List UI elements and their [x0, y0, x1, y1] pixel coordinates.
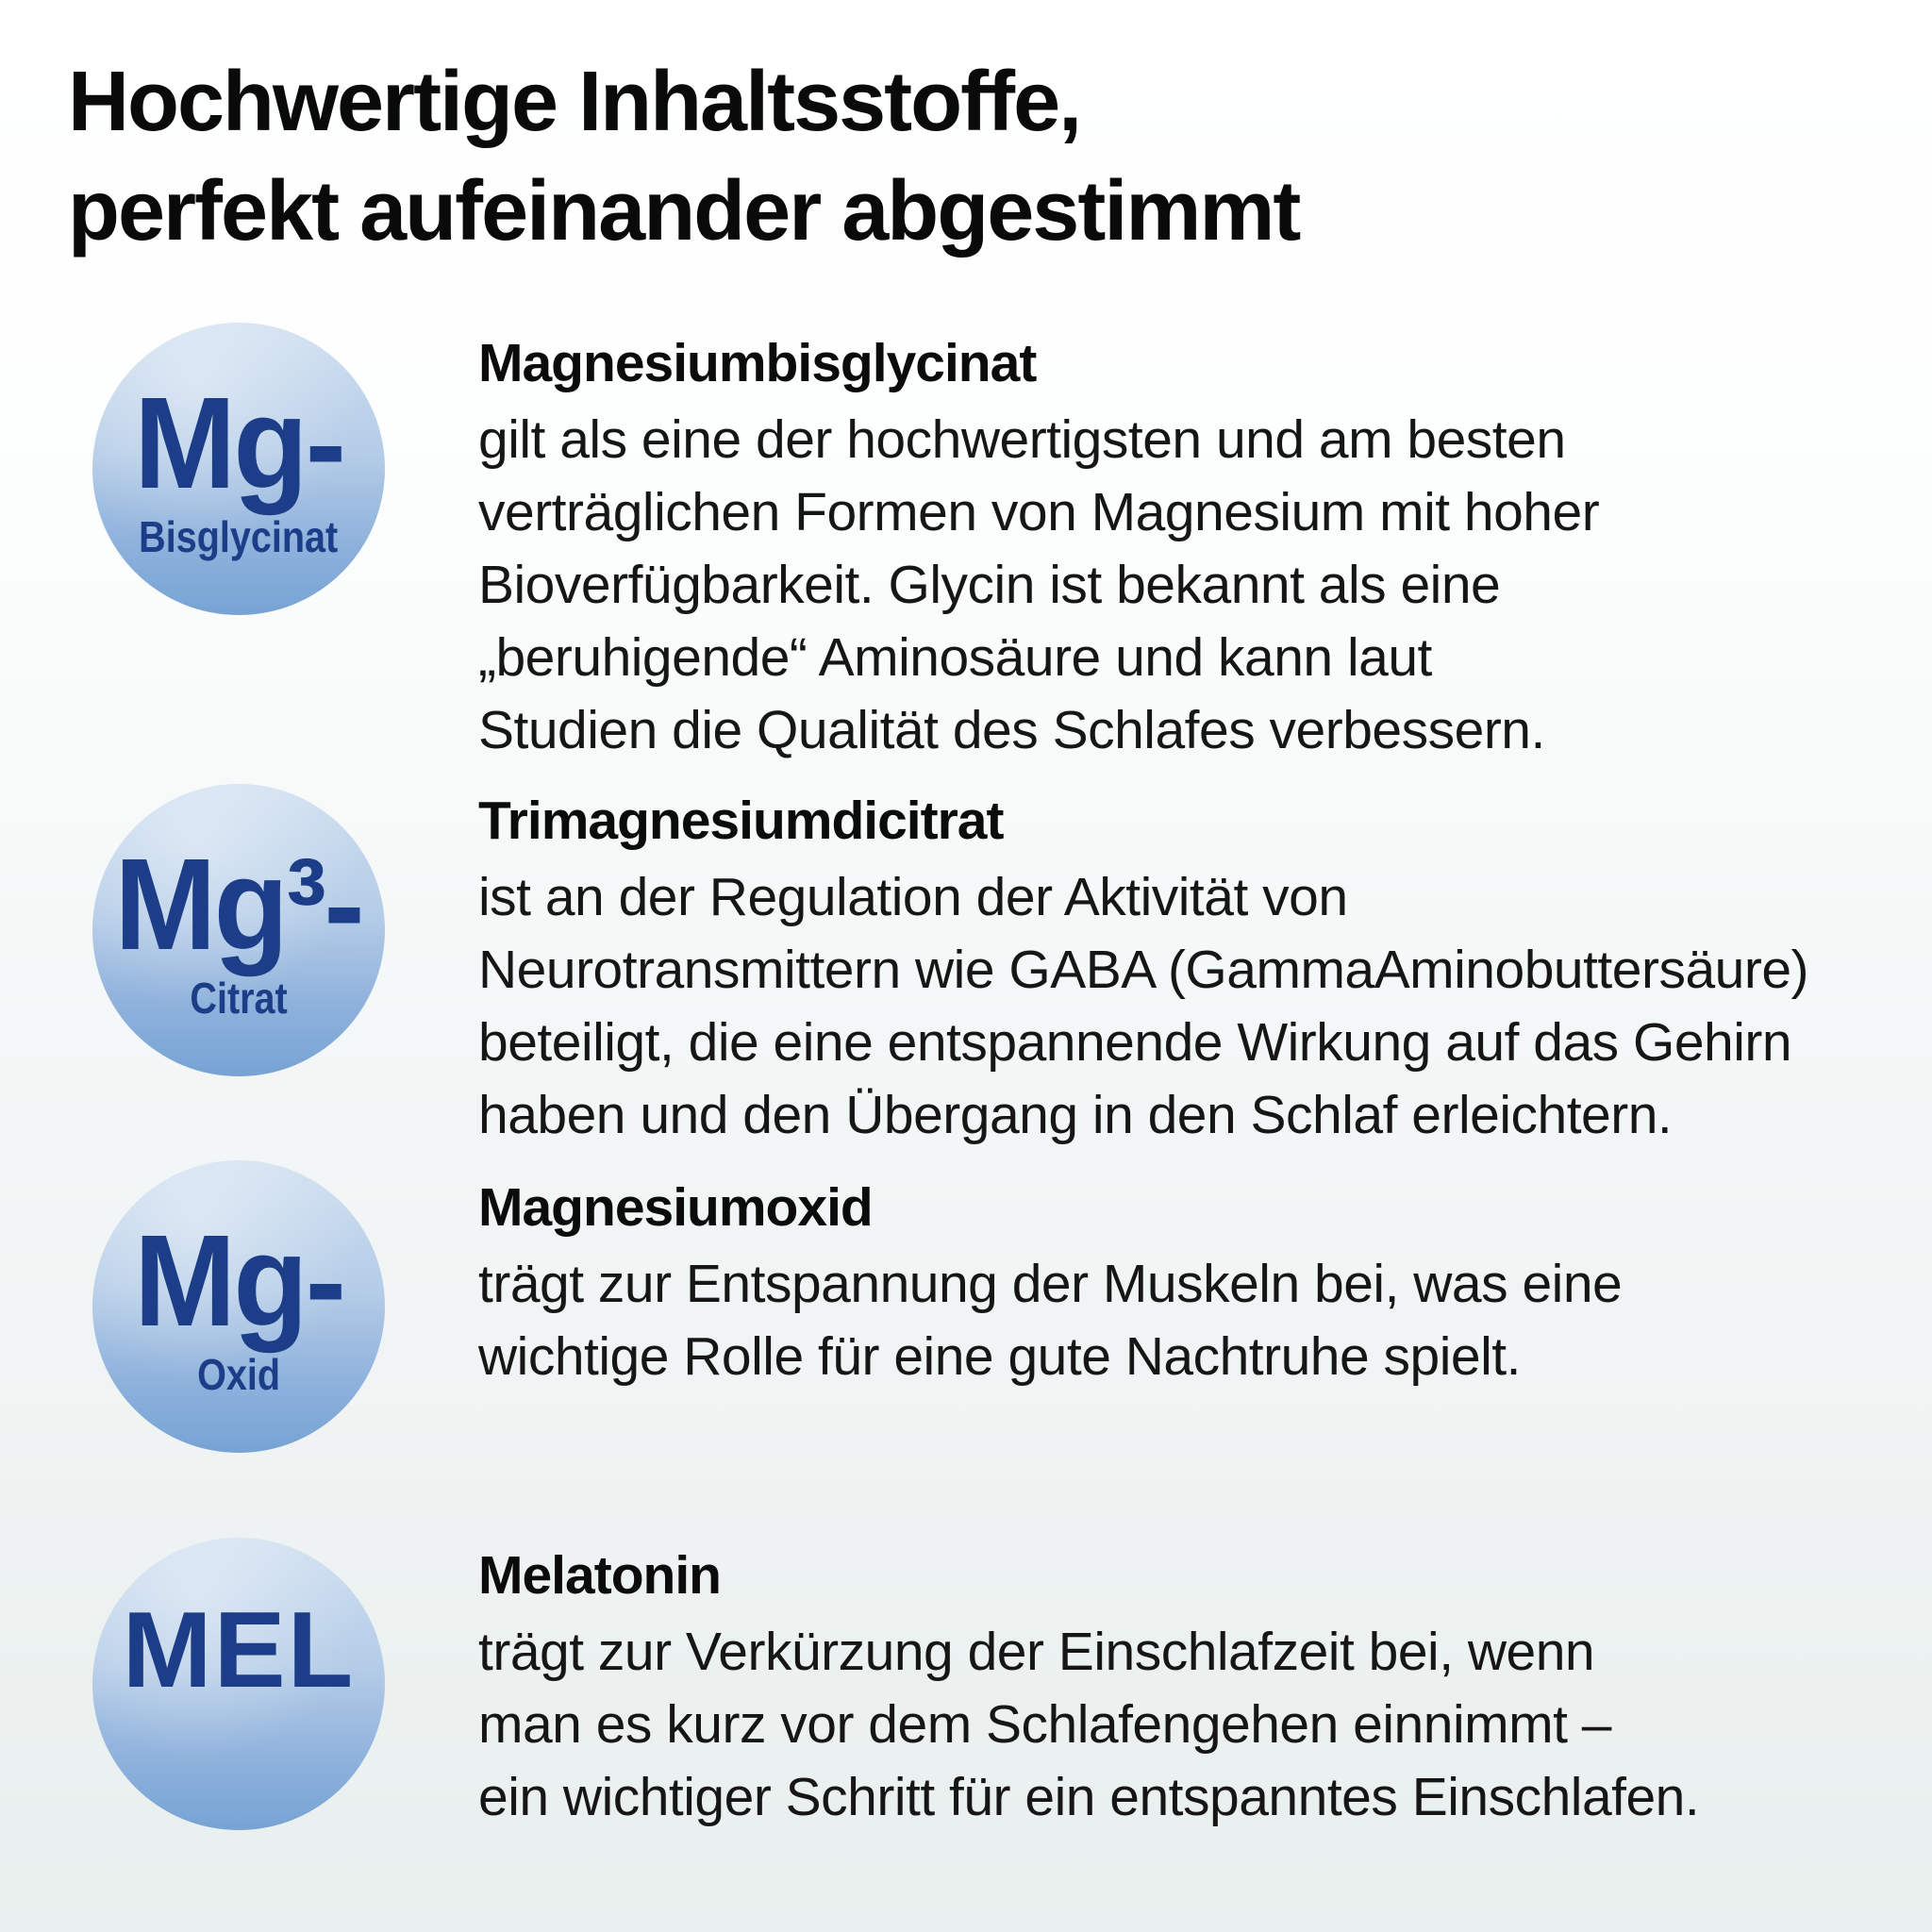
mg-bisglycinat-badge-icon [92, 323, 385, 615]
ingredient-name: Magnesiumbisglycinat [478, 333, 1037, 393]
ingredient-name: Melatonin [478, 1545, 721, 1606]
badge-main-label: Mg- [133, 1208, 344, 1354]
ingredient-block-trimagnesiumdicitrat [478, 788, 1912, 1152]
badge-sub-label: Citrat [190, 973, 288, 1023]
mel-badge-icon [92, 1538, 385, 1830]
ingredient-block-melatonin [478, 1542, 1912, 1834]
ingredient-description: ist an der Regulation der Aktivität von Neurotransmittern wie GABA (GammaAminobuttersäure) beteiligt, die eine entspannende Wirkung auf das Gehirn haben und den Übergang in den Schlaf erleichtern. [478, 867, 1809, 1145]
ingredient-description: trägt zur Verkürzung der Einschlafzeit bei, wenn man es kurz vor dem Schlafengehen einnimmt – ein wichtiger Schritt für ein entspanntes Einschlafen. [478, 1622, 1700, 1827]
mg3-citrat-badge-icon [92, 784, 385, 1076]
ingredient-block-magnesiumoxid [478, 1174, 1912, 1393]
ingredient-block-magnesiumbisglycinat [478, 330, 1912, 767]
badge-main-label: Mg- [133, 370, 344, 516]
badge-sub-label: Bisglycinat [139, 511, 339, 561]
ingredient-description: gilt als eine der hochwertigsten und am besten verträglichen Formen von Magnesium mit hoher Bioverfügbarkeit. Glycin ist bekannt als eine „beruhigende“ Aminosäure und kann laut Studien die Qualität des Schlafes verbessern. [478, 409, 1600, 760]
ingredient-name: Magnesiumoxid [478, 1177, 873, 1238]
ingredient-name: Trimagnesiumdicitrat [478, 791, 1004, 851]
badge-main-label: Mg³- [114, 831, 363, 977]
ingredient-description: trägt zur Entspannung der Muskeln bei, was eine wichtige Rolle für eine gute Nachtruhe spielt. [478, 1254, 1623, 1387]
badge-main-label: MEL [122, 1591, 356, 1710]
page-title: Hochwertige Inhaltsstoffe, perfekt aufeinander abgestimmt [68, 55, 1300, 258]
mg-oxid-badge-icon [92, 1160, 385, 1453]
badge-sub-label: Oxid [197, 1349, 280, 1399]
